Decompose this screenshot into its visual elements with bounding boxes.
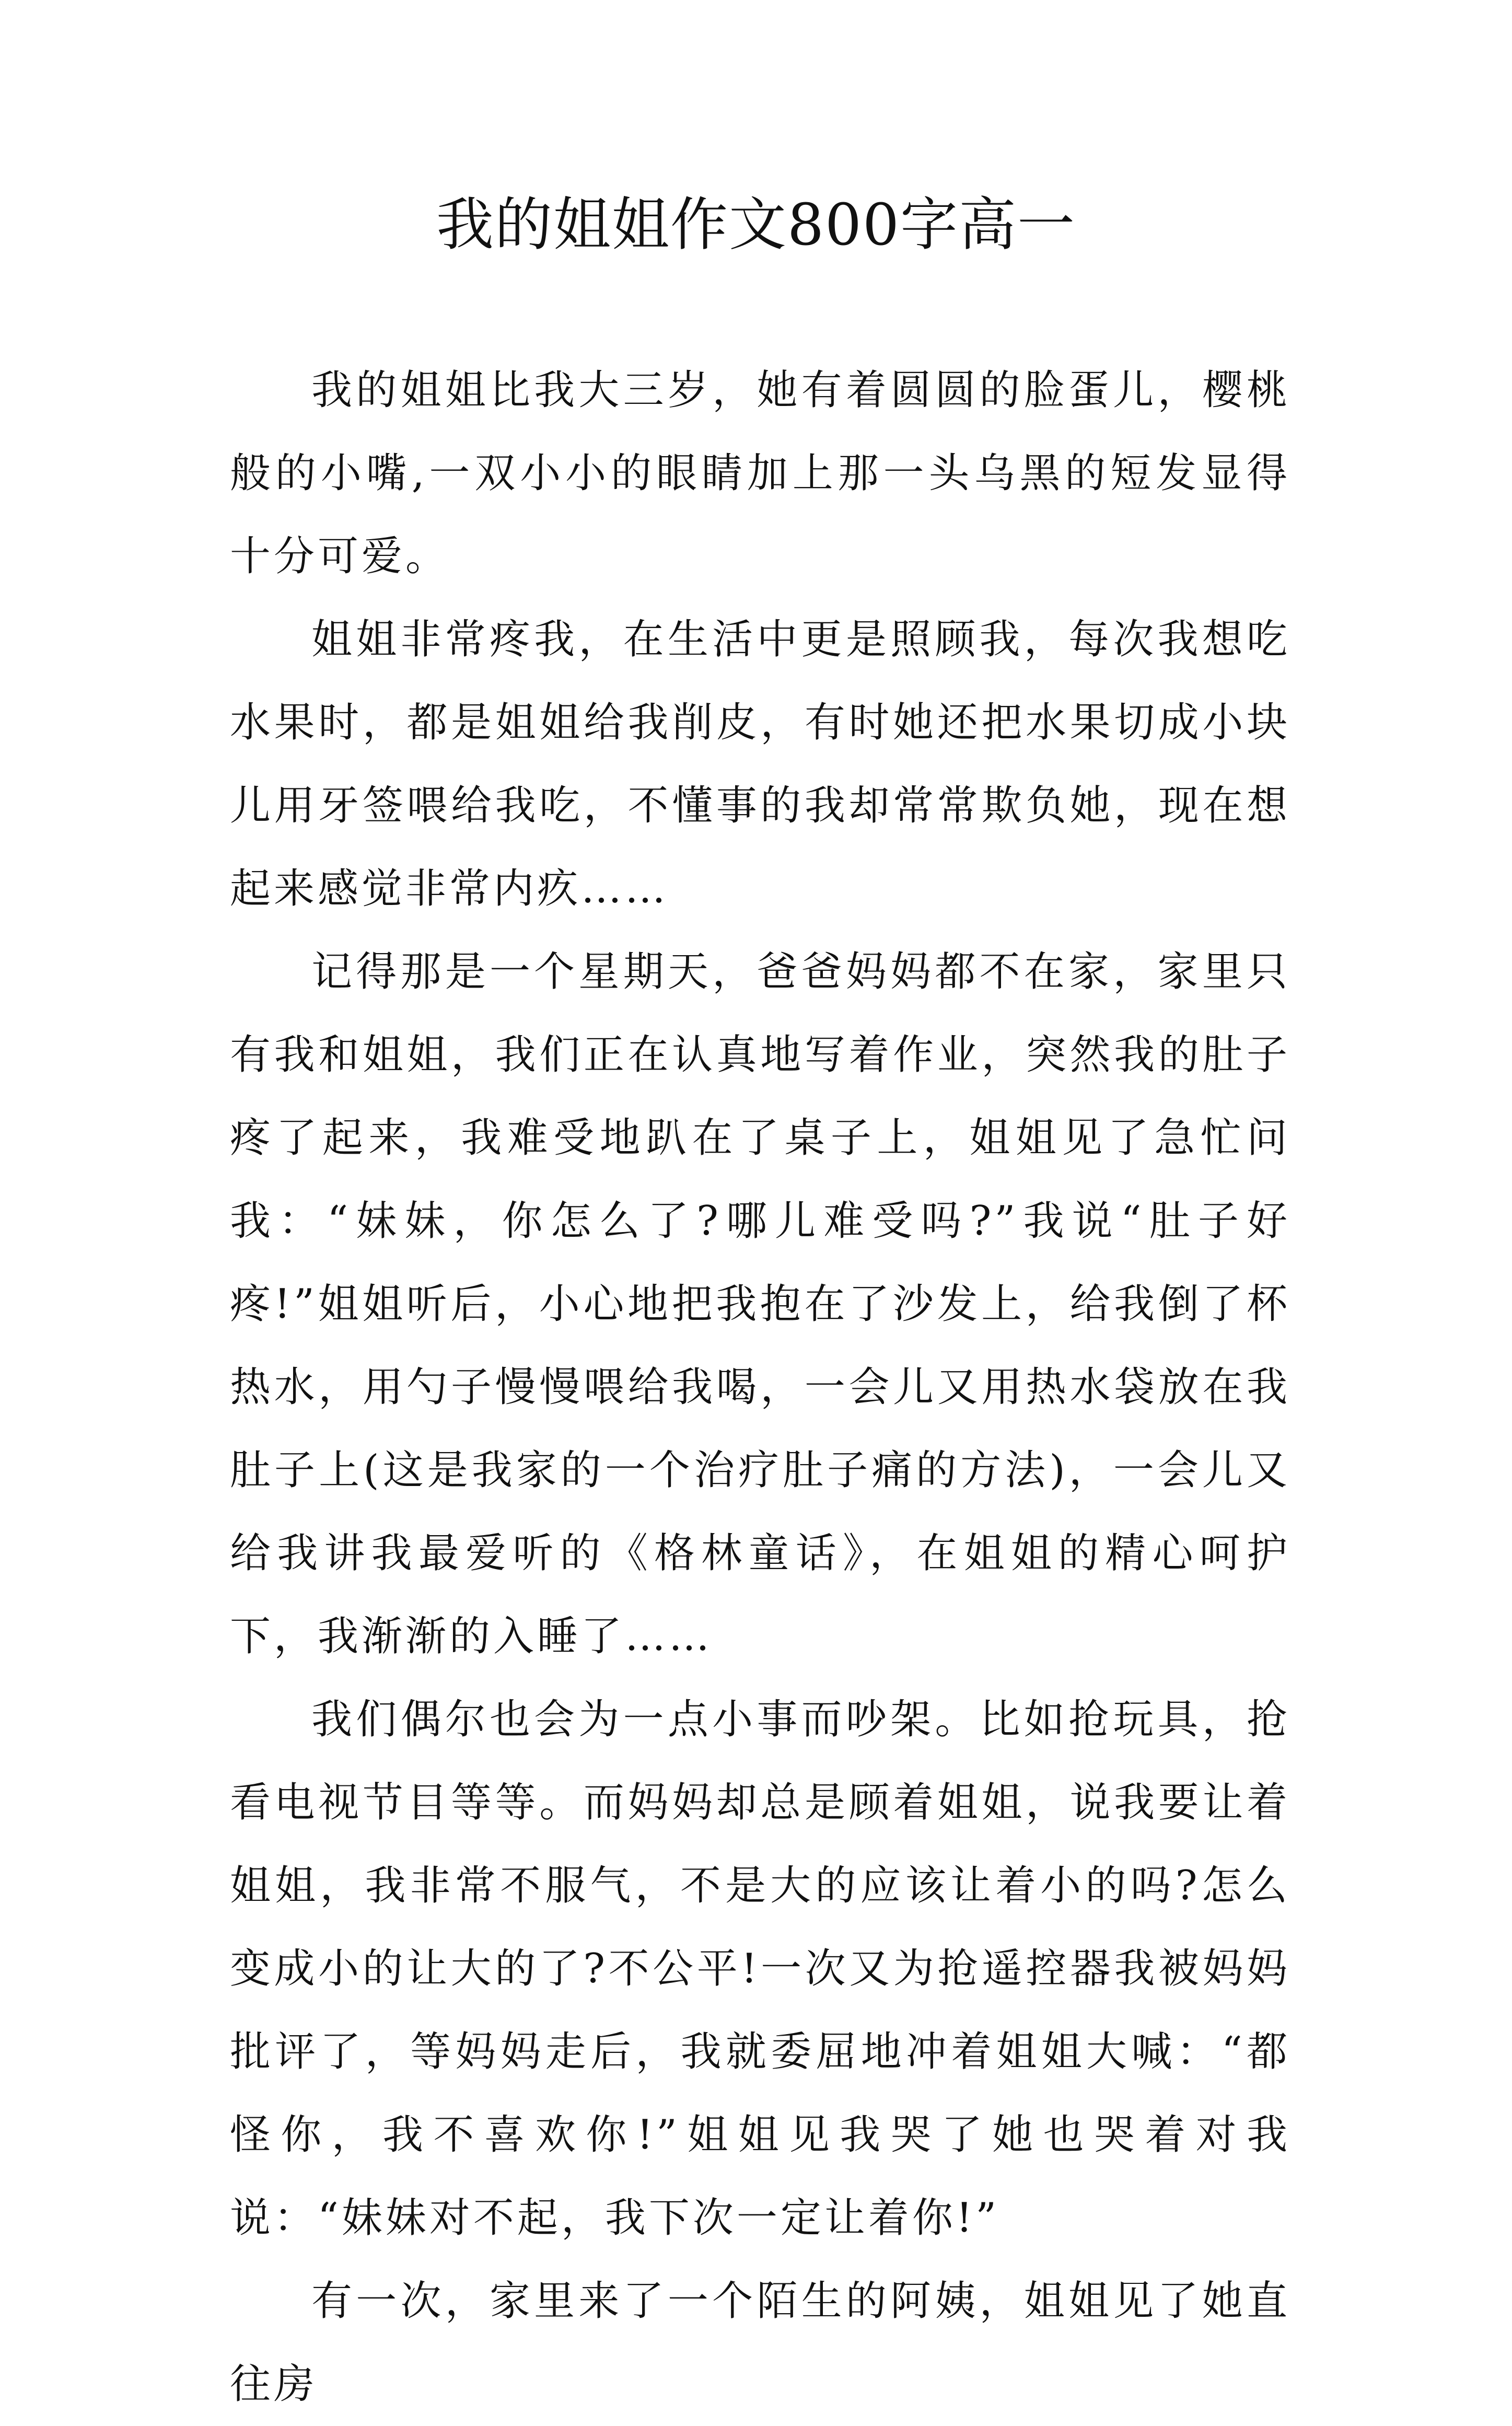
- paragraph: 有一次，家里来了一个陌生的阿姨，姐姐见了她直往房: [230, 2278, 1290, 2408]
- document-body: [230, 349, 1290, 2426]
- paragraph: 记得那是一个星期天，爸爸妈妈都不在家，家里只有我和姐姐，我们正在认真地写着作业，突然我的肚子疼了起来，我难受地趴在了桌子上，姐姐见了急忙问我：“妹妹，你怎么了?哪儿难受吗?”我说“肚子好疼!”姐姐听后，小心地把我抱在了沙发上，给我倒了杯热水，用勺子慢慢喂给我喝，一会儿又用热水袋放在我肚子上(这是我家的一个治疗肚子痛的方法)，一会儿又给我讲我最爱听的《格林童话》，在姐姐的精心呵护下，我渐渐的入睡了……: [230, 948, 1290, 1660]
- paragraph: 姐姐非常疼我，在生活中更是照顾我，每次我想吃水果时，都是姐姐给我削皮，有时她还把水果切成小块儿用牙签喂给我吃，不懂事的我却常常欺负她，现在想起来感觉非常内疚……: [230, 616, 1290, 912]
- paragraph: 我的姐姐比我大三岁，她有着圆圆的脸蛋儿，樱桃般的小嘴,一双小小的眼睛加上那一头乌黑的短发显得十分可爱。: [230, 367, 1290, 580]
- document-title: 我的姐姐作文800字高一: [436, 191, 1076, 258]
- paragraph: 我们偶尔也会为一点小事而吵架。比如抢玩具，抢看电视节目等等。而妈妈却总是顾着姐姐，说我要让着姐姐，我非常不服气，不是大的应该让着小的吗?怎么变成小的让大的了?不公平!一次又为抢遥控器我被妈妈批评了，等妈妈走后，我就委屈地冲着姐姐大喊：“都怪你，我不喜欢你!”姐姐见我哭了她也哭着对我说：“妹妹对不起，我下次一定让着你!”: [230, 1696, 1290, 2242]
